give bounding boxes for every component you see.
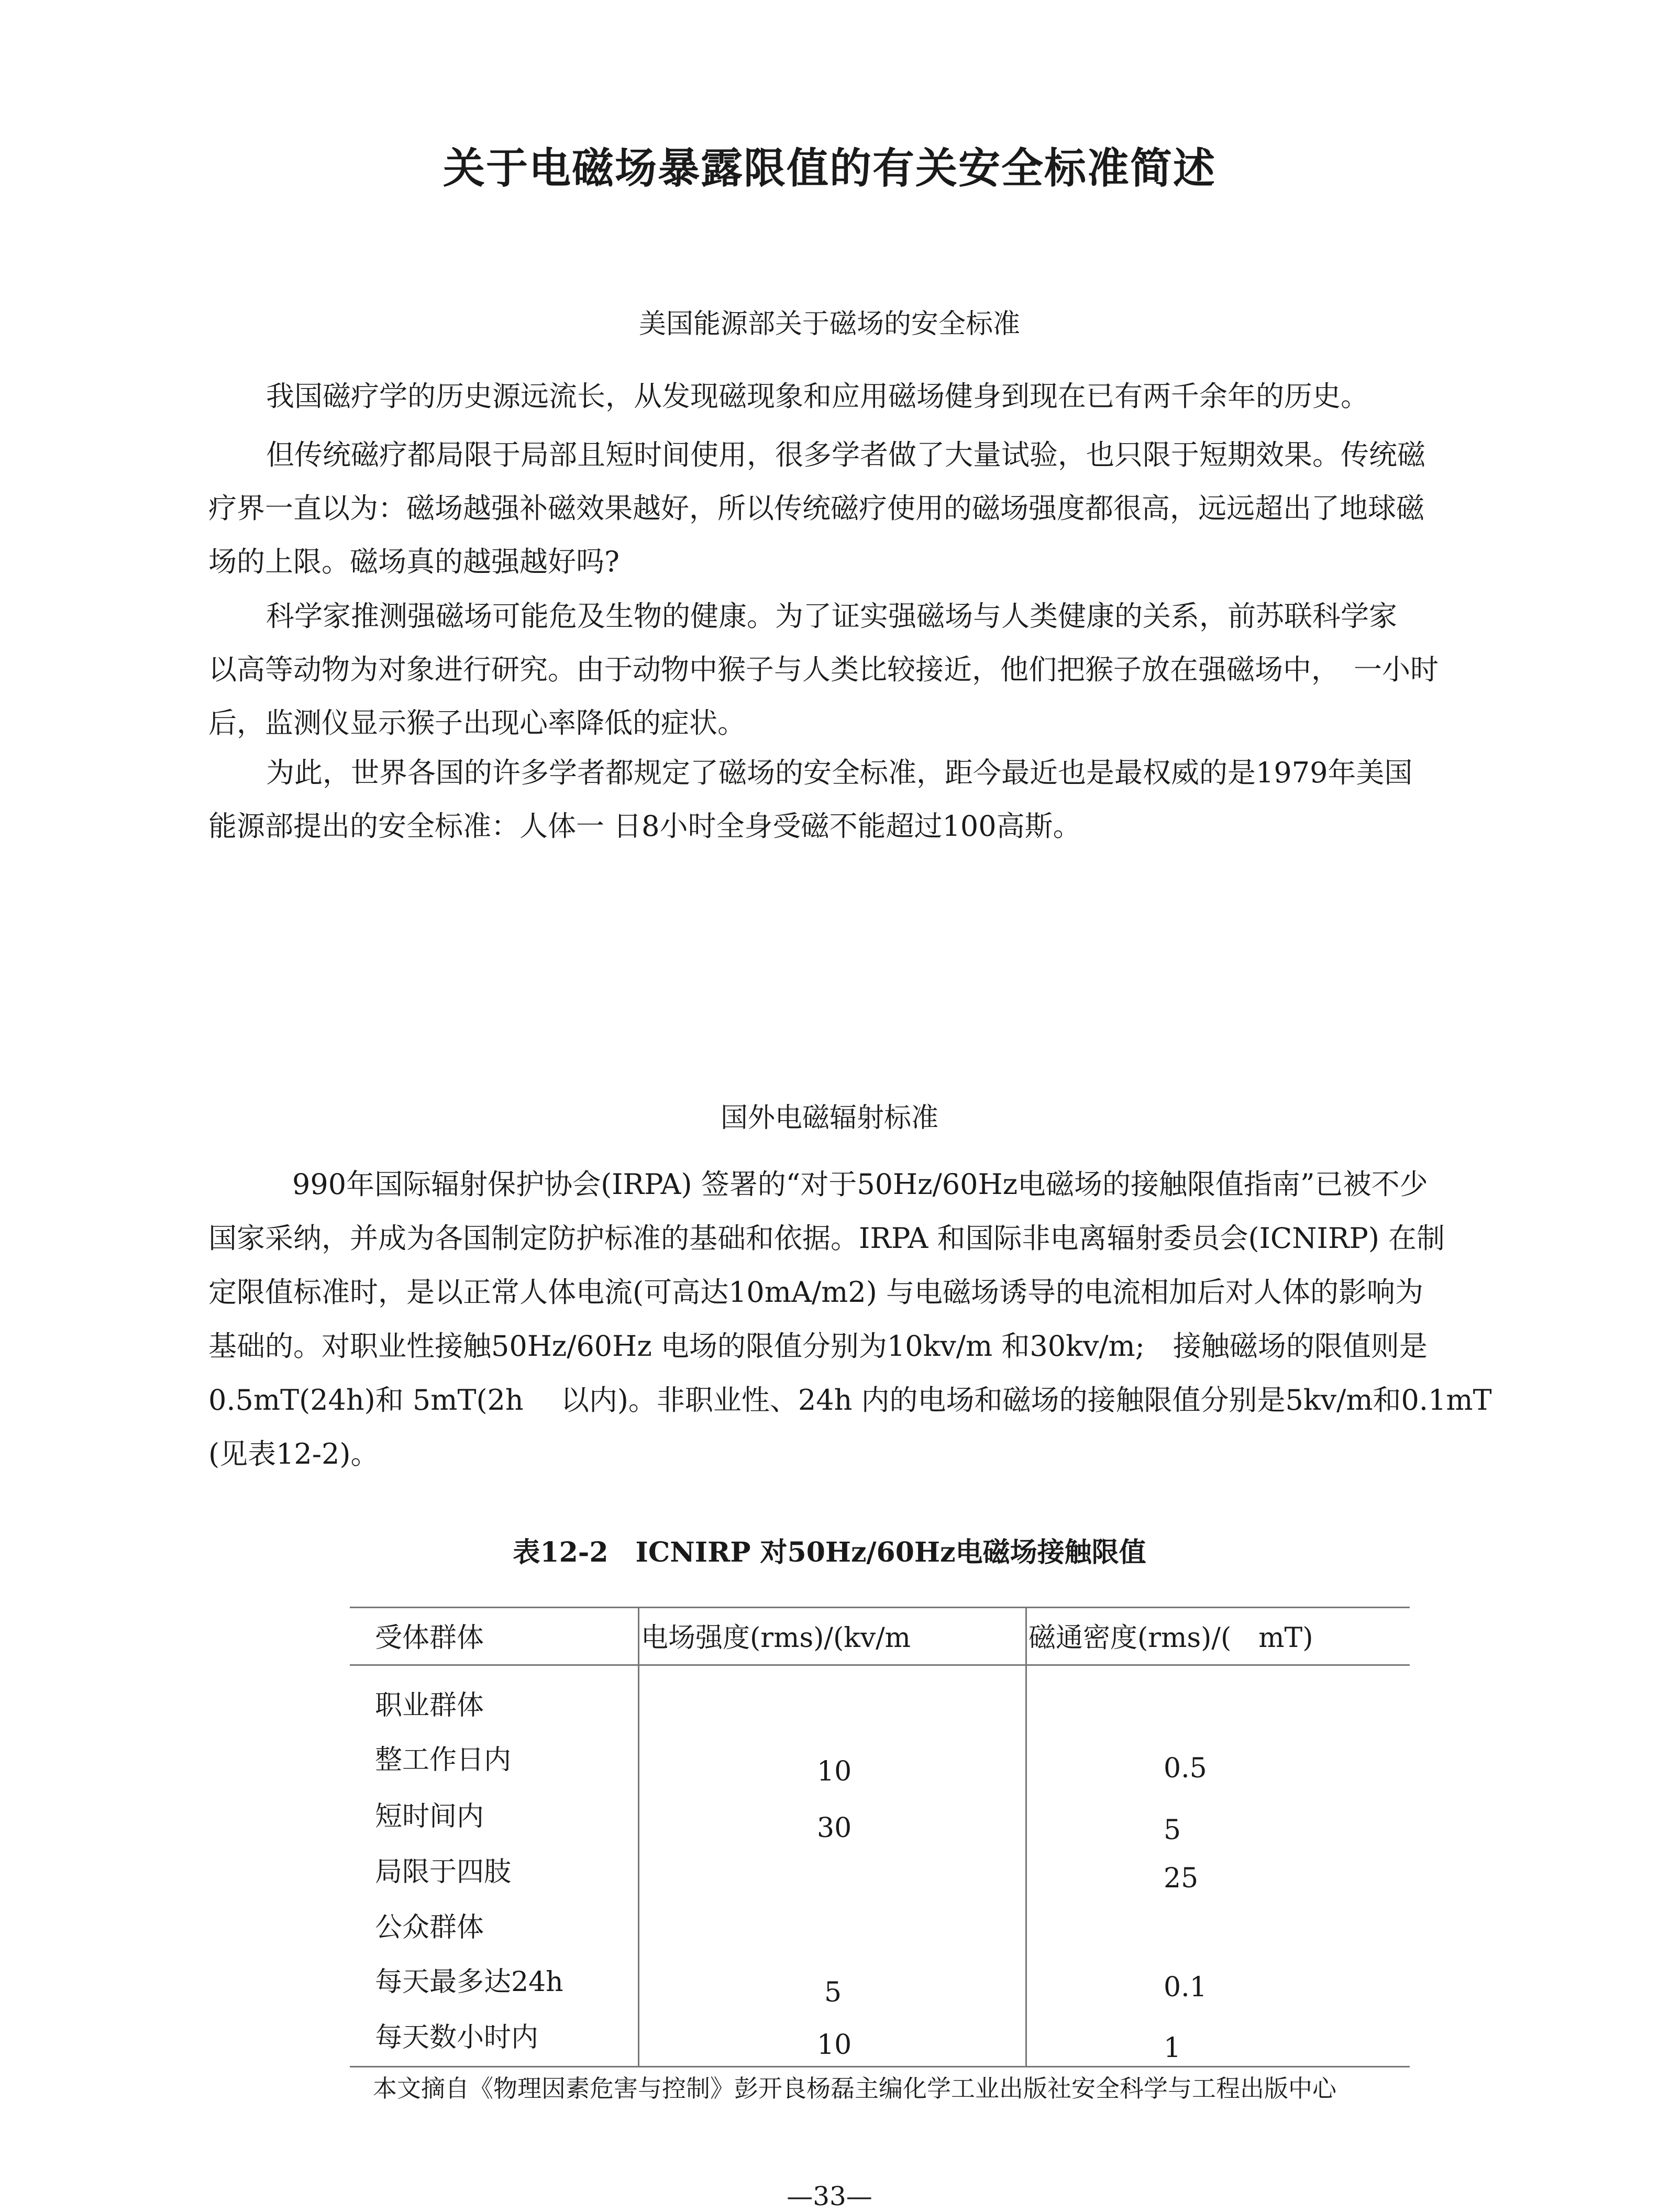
table-bottom-rule bbox=[350, 2066, 1410, 2067]
table-column-divider bbox=[1025, 1607, 1027, 2067]
paragraph-line: 场的上限。磁场真的越强越好吗? bbox=[208, 545, 620, 578]
paragraph-line: 能源部提出的安全标准：人体一 日8小时全身受磁不能超过100高斯。 bbox=[208, 810, 1081, 843]
table-row-label: 每天数小时内 bbox=[375, 2022, 539, 2053]
table-row-label: 公众群体 bbox=[375, 1912, 484, 1943]
table-cell-magnetic: 0.1 bbox=[1164, 1972, 1207, 2003]
table-cell-electric: 5 bbox=[824, 1977, 842, 2008]
table-header-group: 受体群体 bbox=[375, 1622, 484, 1654]
table-row-label: 整工作日内 bbox=[375, 1744, 512, 1776]
table-cell-magnetic: 5 bbox=[1164, 1815, 1181, 1846]
paragraph-line: 为此，世界各国的许多学者都规定了磁场的安全标准，距今最近也是最权威的是1979年美国 bbox=[266, 756, 1413, 789]
section-heading-us-doe: 美国能源部关于磁场的安全标准 bbox=[638, 308, 1020, 340]
paragraph-line: 后，监测仪显示猴子出现心率降低的症状。 bbox=[208, 706, 746, 739]
paragraph-3 bbox=[208, 590, 1481, 750]
table-cell-magnetic: 0.5 bbox=[1164, 1753, 1207, 1784]
document-title: 关于电磁场暴露限值的有关安全标准简述 bbox=[443, 144, 1216, 193]
table-header-rule bbox=[350, 1664, 1410, 1666]
paragraph-line: 以高等动物为对象进行研究。由于动物中猴子与人类比较接近，他们把猴子放在强磁场中， 一小时 bbox=[208, 653, 1439, 686]
table-column-divider bbox=[638, 1607, 639, 2067]
paragraph-1 bbox=[208, 370, 1481, 423]
table-header-electric-field: 电场强度(rms)/(kv/m bbox=[641, 1622, 911, 1654]
paragraph-line: 基础的。对职业性接触50Hz/60Hz 电场的限值分别为10kv/m 和30kv/m; 接触磁场的限值则是 bbox=[208, 1330, 1428, 1363]
paragraph-line: 990年国际辐射保护协会(IRPA) 签署的“对于50Hz/60Hz电磁场的接触限值指南”已被不少 bbox=[292, 1168, 1428, 1201]
paragraph-line: 科学家推测强磁场可能危及生物的健康。为了证实强磁场与人类健康的关系，前苏联科学家 bbox=[266, 600, 1397, 633]
table-cell-electric: 10 bbox=[817, 1756, 852, 1787]
paragraph-line: 国家采纳，并成为各国制定防护标准的基础和依据。IRPA 和国际非电离辐射委员会(ICNIRP) 在制 bbox=[208, 1222, 1445, 1255]
table-header-flux-density: 磁通密度(rms)/( mT) bbox=[1028, 1622, 1313, 1654]
table-caption: 表12-2 ICNIRP 对50Hz/60Hz电磁场接触限值 bbox=[513, 1536, 1146, 1568]
paragraph-line: 但传统磁疗都局限于局部且短时间使用，很多学者做了大量试验，也只限于短期效果。传统磁 bbox=[266, 438, 1425, 471]
paragraph-5 bbox=[208, 1157, 1492, 1481]
paragraph-line: 定限值标准时，是以正常人体电流(可高达10mA/m2) 与电磁场诱导的电流相加后对人体的影响为 bbox=[208, 1276, 1423, 1309]
paragraph-line: 我国磁疗学的历史源远流长，从发现磁现象和应用磁场健身到现在已有两千余年的历史。 bbox=[266, 380, 1369, 413]
table-row-label: 短时间内 bbox=[375, 1801, 484, 1832]
table-top-rule bbox=[350, 1607, 1410, 1608]
paragraph-line: (见表12-2)。 bbox=[208, 1437, 379, 1470]
paragraph-4 bbox=[208, 746, 1481, 853]
table-row-label: 职业群体 bbox=[375, 1690, 484, 1721]
section-heading-foreign-standards: 国外电磁辐射标准 bbox=[720, 1102, 938, 1134]
table-cell-magnetic: 25 bbox=[1164, 1863, 1199, 1894]
source-note: 本文摘自《物理因素危害与控制》彭开良杨磊主编化学工业出版社安全科学与工程出版中心 bbox=[373, 2074, 1336, 2103]
paragraph-line: 0.5mT(24h)和 5mT(2h 以内)。非职业性、24h 内的电场和磁场的接触限值分别是5kv/m和0.1mT bbox=[208, 1384, 1492, 1417]
paragraph-line: 疗界一直以为：磁场越强补磁效果越好，所以传统磁疗使用的磁场强度都很高，远远超出了地球磁 bbox=[208, 492, 1424, 525]
table-cell-electric: 10 bbox=[817, 2029, 852, 2061]
table-cell-magnetic: 1 bbox=[1164, 2032, 1181, 2064]
paragraph-2 bbox=[208, 428, 1481, 589]
page-number: —33— bbox=[787, 2181, 872, 2211]
table-row-label: 每天最多达24h bbox=[375, 1966, 563, 1998]
table-row-label: 局限于四肢 bbox=[375, 1856, 512, 1888]
table-cell-electric: 30 bbox=[817, 1812, 852, 1844]
